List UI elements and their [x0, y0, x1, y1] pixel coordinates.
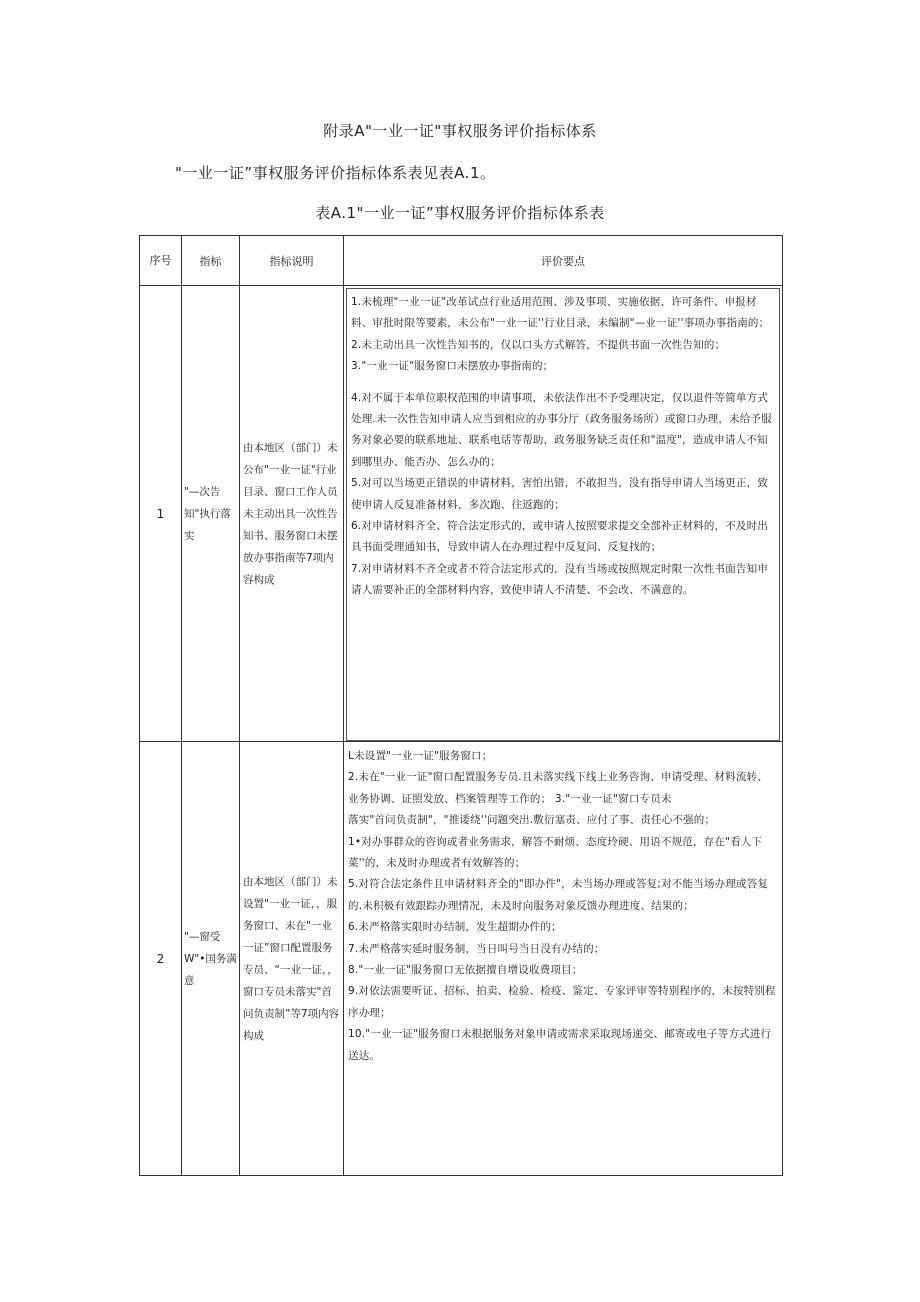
header-description: 指标说明	[240, 236, 344, 286]
header-indicator: 指标	[182, 236, 240, 286]
evaluation-table	[139, 235, 783, 1176]
row-points	[344, 742, 783, 1176]
row-indicator: "—窗受W"•国务满意	[182, 742, 240, 1176]
point-item: 3."一业一证"服务窗口未摆放办事指南的；	[351, 360, 554, 373]
table-header-row	[140, 236, 783, 286]
row-description: 由本地区（部门）未公布"一业一证"行业目录、窗口工作人员未主动出具一次性告知书、服务窗口未摆放办事指南等7项内容构成	[240, 286, 344, 742]
appendix-title: 附录A"一业一证"事权服务评价指标体系	[323, 122, 597, 140]
point-item: 9.对依法需要听证、招标、拍卖、检验、检疫、鉴定、专家评审等特别程序的，未按特别程序办理；	[348, 985, 776, 1019]
point-item: 10."一业一证"服务窗口未根据服务对象申请或需求采取现场递交、邮寄或电子等方式进行送达。	[348, 1028, 772, 1062]
row-indicator: "—次告知"执行落实	[182, 286, 240, 742]
table-row	[140, 742, 783, 1176]
point-item: 5.对可以当场更正错误的申请材料，害怕出错，不敢担当，没有指导申请人当场更正，致使申请人反复准备材料，多次跑、往返跑的；	[351, 477, 769, 511]
header-seq: 序号	[140, 236, 182, 286]
point-item: L未设置"一业一证"服务窗口；	[348, 750, 493, 762]
point-item: 2.未在"一业一证"窗口配置服务专员.且未落实线下线上业务咨询、申请受理、材料流转、业务协调、证照发放、档案管理等工作的； 3."一业一证"窗口专员未	[348, 771, 768, 805]
point-item: 5.对符合法定条件且申请材料齐全的"即办件"，未当场办理或答复;对不能当场办理或答复的.未积极有效跟踪办理情况，未及时向服务对象反馈办理进度、结果的；	[348, 878, 769, 912]
row-points	[344, 286, 783, 742]
point-item: 1.未梳理"一业一证"改革试点行业适用范围、涉及事项、实施依据、许可条件、申报材料、审批时限等要素，未公布"一业一证''行业目录，未编制"—业一证''事项办事指南的；	[351, 296, 770, 330]
header-points: 评价要点	[344, 236, 783, 286]
row-seq: 1	[140, 286, 182, 742]
point-item: 6.对申请材料齐全、符合法定形式的，或申请人按照要求提交全部补正材料的，不及时出具书面受理通知书，导致申请人在办理过程中反复问、反复找的；	[351, 520, 769, 554]
point-item: 7.未严格落实延时服务制，当日叫号当日没有办结的；	[348, 942, 605, 955]
point-item: 6.未严格落实限时办结制，发生超期办件的；	[348, 921, 562, 934]
intro-text: "一业一证”事权服务评价指标体系表见表A.1。	[175, 164, 496, 182]
point-item: 1•对办事群众的咨询或者业务需求，解答不耐烦、态度玲硬、用语不规范，存在"看人下菜''的，未及时办理或者有效解答的；	[348, 835, 763, 870]
row-seq: 2	[140, 742, 182, 1176]
point-item: 8."一业一证"服务窗口无依据擅自增设收费项目；	[348, 964, 583, 977]
row-description: 由本地区（部门）未设置"一业一证，，服务窗口、未在"一业一证”窗口配置服务专员、“一业一证，，窗口专员未落实"首问负责制”等7项内容构成	[240, 742, 344, 1176]
point-item: 落实"首问负责制"，"推诿绕''问题突出.敷衍塞责、应付了事、责任心不强的；	[348, 814, 716, 827]
table-caption: 表A.1"一业一证”事权服务评价指标体系表	[315, 204, 605, 222]
table-row	[140, 286, 783, 742]
point-item: 4.对不属于本单位职权范围的申请事项，未依法作出不予受理决定，仅以退件等简单方式处理.未一次性告知申请人应当到相应的办事分厅（政务服务场所）或窗口办理，未给予服务对象必要的联系地址、联系电话等帮助，政务服务缺乏责任和"温度"，造成申请人不知到哪里办、能否办、怎么办的；	[351, 391, 772, 468]
point-item: 2.未主动出具一次性告知书的，仅以口头方式解答，不提供书面一次性告知的；	[351, 338, 726, 351]
point-item: 7.对申请材料不齐全或者不符合法定形式的，没有当场或按照规定时限一次性书面告知申请人需要补正的全部材料内容，致使申请人不清楚、不会改、不满意的。	[351, 562, 769, 597]
